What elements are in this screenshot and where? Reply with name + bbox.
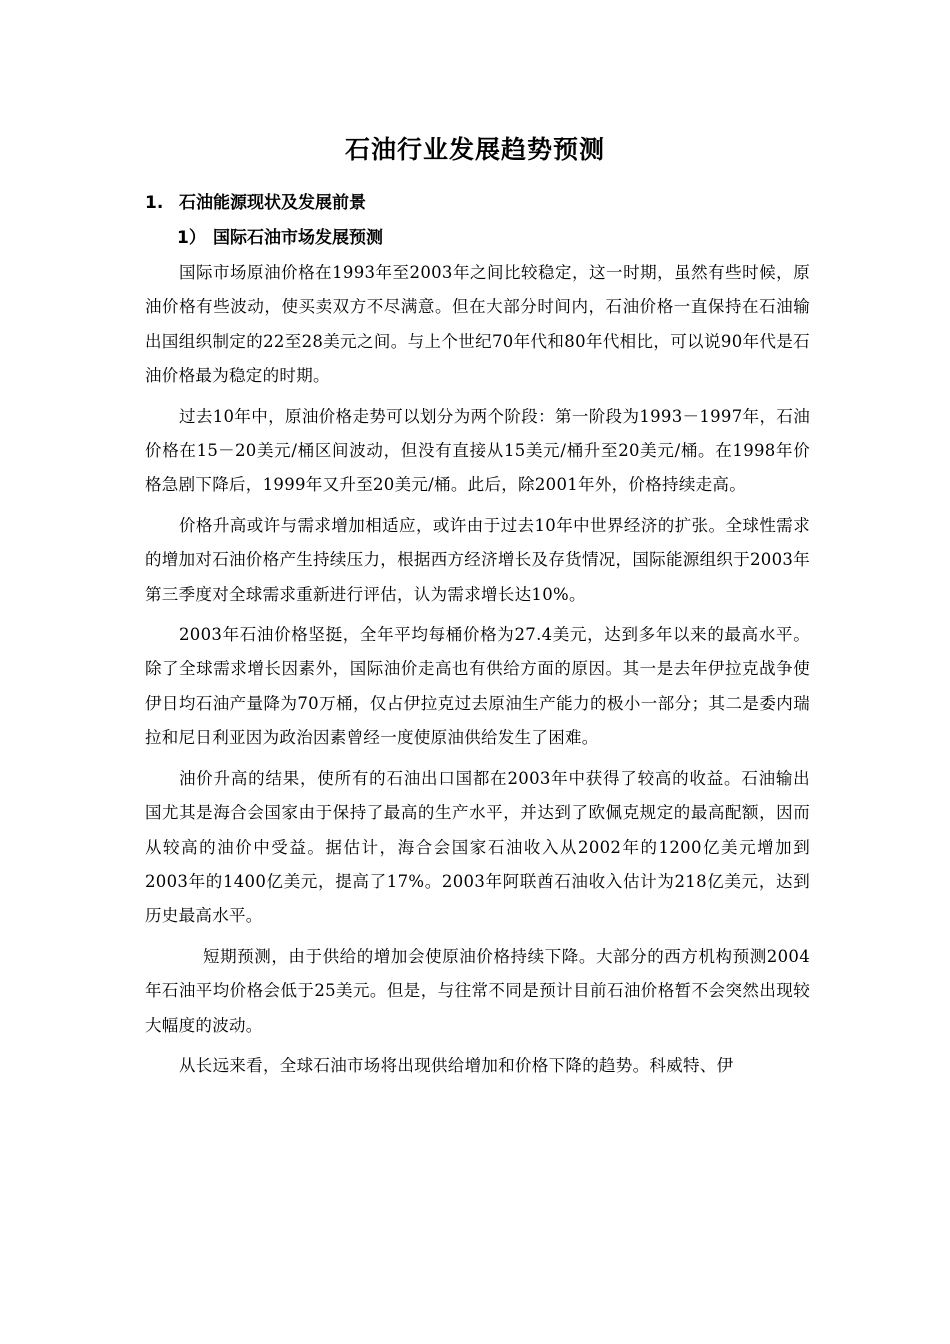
body-text <box>145 256 810 1089</box>
section-heading <box>145 188 366 213</box>
paragraph: 从长远来看，全球石油市场将出现供给增加和价格下降的趋势。科威特、伊 <box>179 1055 734 1075</box>
paragraph: 价格升高或许与需求增加相适应，或许由于过去10年中世界经济的扩张。全球性需求的增加对石油价格产生持续压力，根据西方经济增长及存货情况，国际能源组织于2003年第三季度对全球需求重新进行评估，认为需求增长达10%。 <box>145 515 810 604</box>
subsection-number: 1） <box>177 228 206 248</box>
page-title: 石油行业发展趋势预测 <box>344 135 605 164</box>
paragraph: 短期预测，由于供给的增加会使原油价格持续下降。大部分的西方机构预测2004年石油平均价格会低于25美元。但是，与往常不同是预计目前石油价格暂不会突然出现较大幅度的波动。 <box>145 946 810 1035</box>
section-title: 石油能源现状及发展前景 <box>179 193 366 213</box>
subsection-heading <box>177 223 383 248</box>
paragraph: 过去10年中，原油价格走势可以划分为两个阶段：第一阶段为1993－1997年，石油价格在15－20美元/桶区间波动，但没有直接从15美元/桶升至20美元/桶。在1998年价格急剧下降后，1999年又升至20美元/桶。此后，除2001年外，价格持续走高。 <box>145 406 810 495</box>
paragraph: 国际市场原油价格在1993年至2003年之间比较稳定，这一时期，虽然有些时候，原油价格有些波动，使买卖双方不尽满意。但在大部分时间内，石油价格一直保持在石油输出国组织制定的22至28美元之间。与上个世纪70年代和80年代相比，可以说90年代是石油价格最为稳定的时期。 <box>145 263 810 386</box>
section-number: 1. <box>145 193 164 213</box>
paragraph: 2003年石油价格坚挺，全年平均每桶价格为27.4美元，达到多年以来的最高水平。除了全球需求增长因素外，国际油价走高也有供给方面的原因。其一是去年伊拉克战争使伊日均石油产量降为70万桶，仅占伊拉克过去原油生产能力的极小一部分；其二是委内瑞拉和尼日利亚因为政治因素曾经一度使原油供给发生了困难。 <box>145 625 810 748</box>
paragraph: 油价升高的结果，使所有的石油出口国都在2003年中获得了较高的收益。石油输出国尤其是海合会国家由于保持了最高的生产水平，并达到了欧佩克规定的最高配额，因而从较高的油价中受益。据估计，海合会国家石油收入从2002年的1200亿美元增加到2003年的1400亿美元，提高了17%。2003年阿联酋石油收入估计为218亿美元，达到历史最高水平。 <box>145 768 810 926</box>
subsection-title: 国际石油市场发展预测 <box>213 228 383 248</box>
